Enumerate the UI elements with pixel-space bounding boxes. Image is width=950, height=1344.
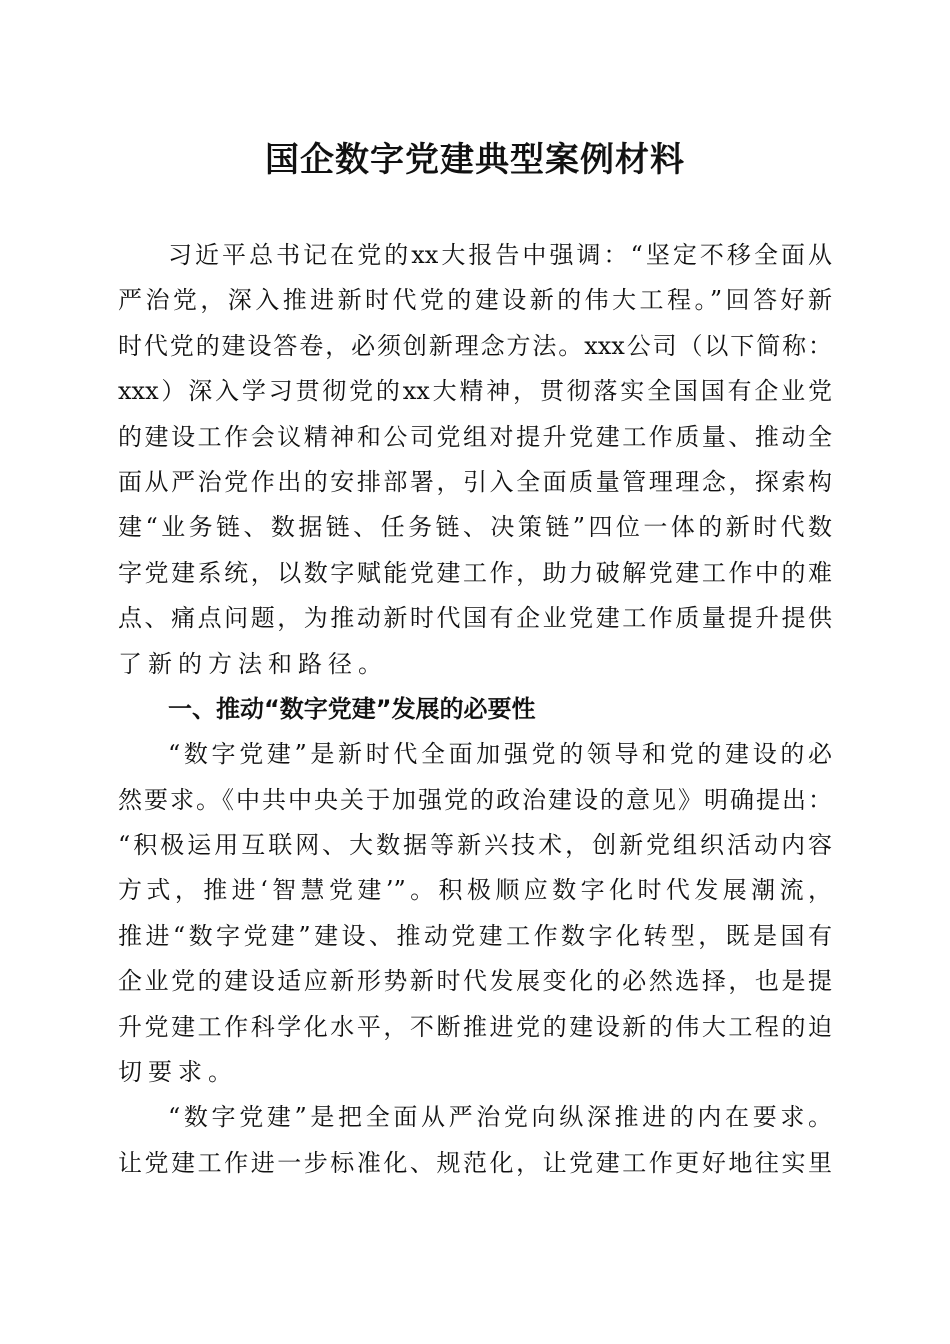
paragraph-line: “数字党建”是把全面从严治党向纵深推进的内在要求。: [168, 1103, 832, 1132]
paragraph-line: “数字党建”是新时代全面加强党的领导和党的建设的必: [168, 740, 832, 769]
paragraph-line: 面从严治党作出的安排部署，引入全面质量管理理念，探索构: [118, 467, 832, 496]
paragraph-line: 严治党，深入推进新时代党的建设新的伟大工程。”回答好新: [118, 286, 832, 315]
heading-text: 一、推动“数字党建”发展的必要性: [168, 694, 536, 723]
paragraph-line: 升党建工作科学化水平，不断推进党的建设新的伟大工程的迫: [118, 1012, 832, 1041]
paragraph-line: 企业党的建设适应新形势新时代发展变化的必然选择，也是提: [118, 967, 832, 996]
paragraph-line: 建“业务链、数据链、任务链、决策链”四位一体的新时代数: [118, 513, 832, 542]
paragraph-line: 字党建系统，以数字赋能党建工作，助力破解党建工作中的难: [118, 558, 832, 587]
paragraph-line: “积极运用互联网、大数据等新兴技术，创新党组织活动内容: [118, 831, 832, 860]
paragraph-line: 方式，推进‘智慧党建’”。积极顺应数字化时代发展潮流，: [118, 876, 832, 905]
paragraph-line: 习近平总书记在党的xx大报告中强调：“坚定不移全面从: [168, 241, 832, 269]
paragraph-line: 时代党的建设答卷，必须创新理念方法。xxx公司（以下简称：: [118, 331, 832, 360]
paragraph-line: 推进“数字党建”建设、推动党建工作数字化转型，既是国有: [118, 921, 832, 950]
document-title: 国企数字党建典型案例材料: [265, 140, 685, 180]
paragraph-line: 了新的方法和路径。: [118, 649, 388, 678]
paragraph-line: 的建设工作会议精神和公司党组对提升党建工作质量、推动全: [118, 422, 832, 451]
paragraph-line: 点、痛点问题，为推动新时代国有企业党建工作质量提升提供: [118, 604, 832, 633]
paragraph-line: 然要求。《中共中央关于加强党的政治建设的意见》明确提出：: [118, 785, 832, 814]
paragraph: [118, 732, 832, 1095]
document-body: [118, 233, 832, 1186]
paragraph-line: 让党建工作进一步标准化、规范化，让党建工作更好地往实里: [118, 1148, 832, 1177]
paragraph-line: xxx）深入学习贯彻党的xx大精神，贯彻落实全国国有企业党: [118, 377, 832, 406]
paragraph-line: 切要求。: [118, 1058, 238, 1087]
section-heading: [118, 687, 832, 732]
paragraph: [118, 1095, 832, 1186]
paragraph: [118, 233, 832, 687]
